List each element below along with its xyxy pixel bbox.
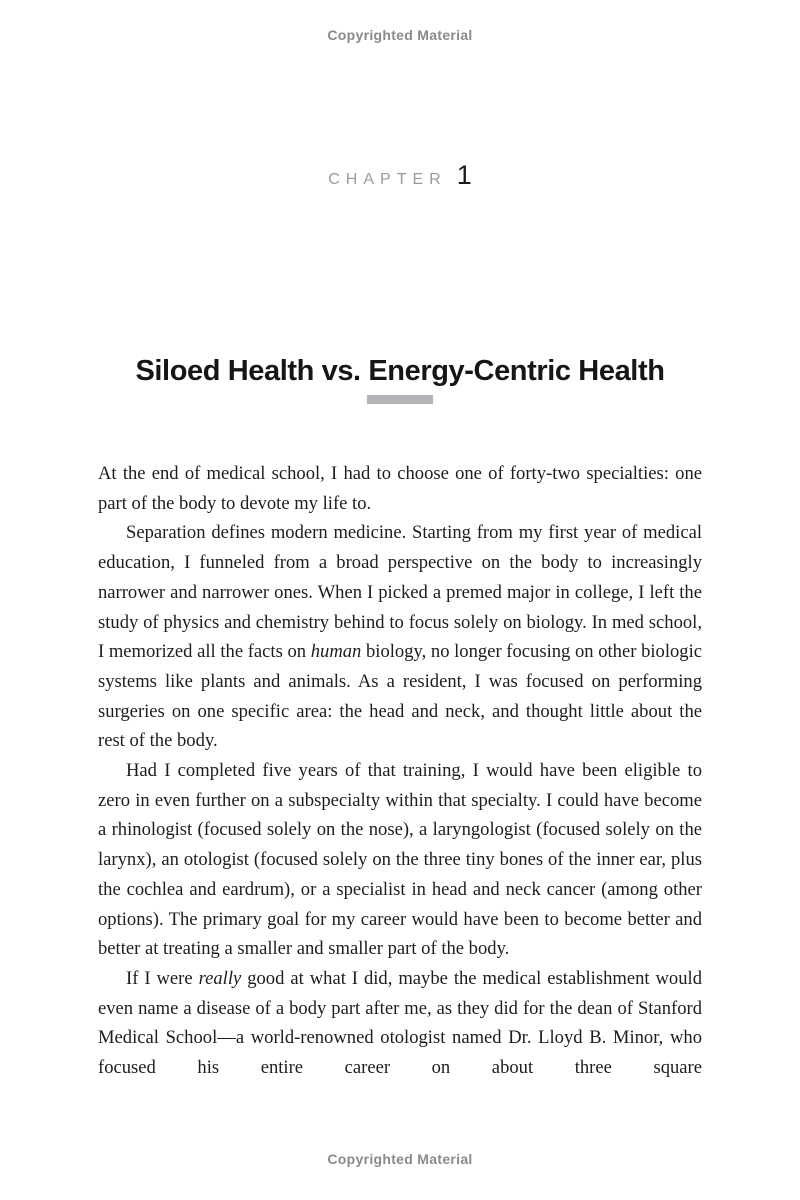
paragraph: Had I completed five years of that training, I would have been eligible to zero in even further on a subspecialty within that specialty. I could have become a rhinologist (focused solely on the nose), a laryngologist (focused solely on the larynx), an otologist (focused solely on the three tiny bones of the inner ear, plus the cochlea and eardrum), or a specialist in head and neck cancer (among other options). The primary goal for my career would have been to become better and better at treating a smaller and smaller part of the body. — [98, 760, 702, 960]
paragraph: Separation defines modern medicine. Starting from my first year of medical education, I funneled from a broad perspective on the body to increasingly narrower and narrower ones. When I picked a premed major in college, I left the study of physics and chemistry behind to focus solely on biology. In med school, I memorized all the facts on human biology, no longer focusing on other biologic systems like plants and animals. As a resident, I was focused on performing surgeries on one specific area: the head and neck, and thought little about the rest of the body. — [98, 522, 703, 752]
paragraph: If I were really good at what I did, maybe the medical establishment would even name a disease of a body part after me, as they did for the dean of Stanford Medical School—a world-renowned otologist named Dr. Lloyd B. Minor, who focused his entire career on about three square — [98, 967, 702, 1079]
page-title: Siloed Health vs. Energy-Centric Health — [135, 355, 665, 388]
body-text — [98, 459, 702, 1083]
copyright-notice-bottom: Copyrighted Material — [327, 1151, 473, 1167]
title-divider-bar — [367, 395, 433, 404]
chapter-number: 1 — [456, 160, 472, 190]
paragraph: At the end of medical school, I had to choose one of forty-two specialties: one part of the body to devote my life to. — [98, 463, 702, 514]
chapter-heading — [0, 160, 800, 191]
chapter-label: CHAPTER — [328, 171, 447, 188]
copyright-notice-top: Copyrighted Material — [327, 27, 473, 43]
